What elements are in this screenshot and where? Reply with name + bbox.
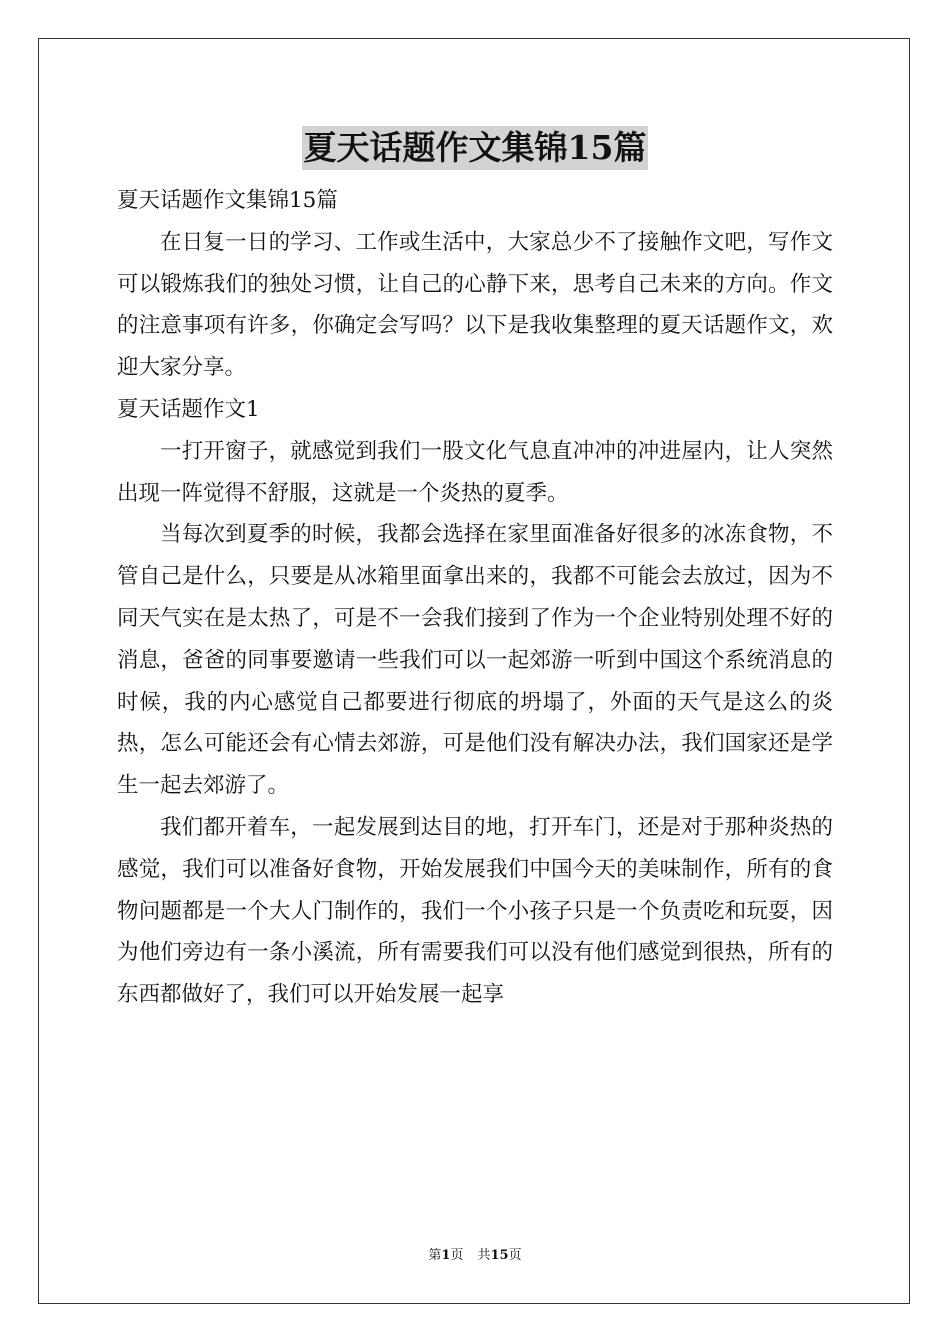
document-body <box>117 180 833 1016</box>
body-paragraph: 当每次到夏季的时候，我都会选择在家里面准备好很多的冰冻食物，不管自己是什么，只要是从冰箱里面拿出来的，我都不可能会去放过，因为不同天气实在是太热了，可是不一会我们接到了作为一个企业特别处理不好的消息，爸爸的同事要邀请一些我们可以一起郊游一听到中国这个系统消息的时候，我的内心感觉自己都要进行彻底的坍塌了，外面的天气是这么的炎热，怎么可能还会有心情去郊游，可是他们没有解决办法，我们国家还是学生一起去郊游了。 <box>117 522 833 799</box>
intro-paragraph: 在日复一日的学习、工作或生活中，大家总少不了接触作文吧，写作文可以锻炼我们的独处习惯，让自己的心静下来，思考自己未来的方向。作文的注意事项有许多，你确定会写吗？以下是我收集整理的夏天话题作文，欢迎大家分享。 <box>117 229 833 381</box>
current-page-number: 1 <box>441 1248 451 1263</box>
document-title: 夏天话题作文集锦15篇 <box>302 126 649 170</box>
body-paragraph: 一打开窗子，就感觉到我们一股文化气息直冲冲的冲进屋内，让人突然出现一阵觉得不舒服，这就是一个炎热的夏季。 <box>117 438 833 506</box>
total-suffix: 页 <box>508 1248 522 1263</box>
section-heading: 夏天话题作文1 <box>117 396 260 422</box>
page-footer <box>0 1247 950 1265</box>
page-prefix: 第 <box>428 1248 442 1263</box>
total-prefix: 共 <box>477 1248 491 1263</box>
page-suffix: 页 <box>450 1248 464 1263</box>
title-container <box>0 126 950 170</box>
total-page-count: 15 <box>490 1248 509 1263</box>
document-subtitle: 夏天话题作文集锦15篇 <box>117 188 338 213</box>
body-paragraph: 我们都开着车，一起发展到达目的地，打开车门，还是对于那种炎热的感觉，我们可以准备好食物，开始发展我们中国今天的美味制作，所有的食物问题都是一个大人门制作的，我们一个小孩子只是一个负责吃和玩耍，因为他们旁边有一条小溪流，所有需要我们可以没有他们感觉到很热，所有的东西都做好了，我们可以开始发展一起享 <box>117 814 833 1008</box>
